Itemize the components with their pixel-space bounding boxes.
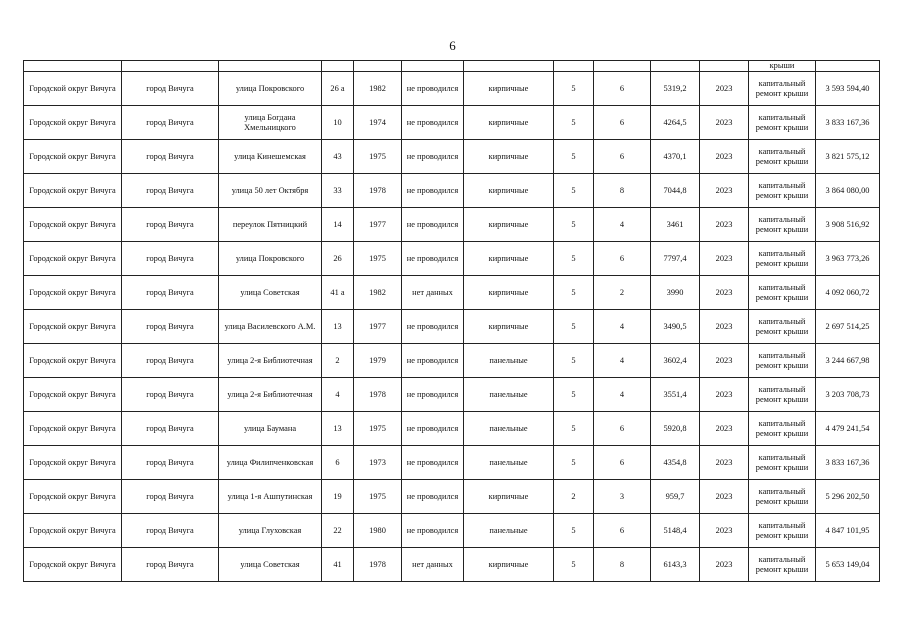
municipality-cell: Городской округ Вичуга <box>24 480 122 514</box>
house-number-cell: 2 <box>322 344 354 378</box>
floors-cell: 5 <box>554 310 594 344</box>
street-cell: улица Глуховская <box>219 514 322 548</box>
municipality-cell: Городской округ Вичуга <box>24 242 122 276</box>
last-repair-cell: не проводился <box>402 140 464 174</box>
table-row <box>24 310 880 344</box>
entrances-cell: 6 <box>594 412 651 446</box>
last-repair-cell: не проводился <box>402 446 464 480</box>
floors-cell: 5 <box>554 72 594 106</box>
street-cell: переулок Пятницкий <box>219 208 322 242</box>
cost-cell: 3 203 708,73 <box>816 378 880 412</box>
house-number-cell: 26 <box>322 242 354 276</box>
cost-cell: 3 963 773,26 <box>816 242 880 276</box>
area-cell: 5319,2 <box>651 72 700 106</box>
area-cell: 7044,8 <box>651 174 700 208</box>
wall-material-cell: панельные <box>464 412 554 446</box>
area-cell: 3490,5 <box>651 310 700 344</box>
entrances-cell: 4 <box>594 344 651 378</box>
wall-material-cell: кирпичные <box>464 72 554 106</box>
house-number-cell: 19 <box>322 480 354 514</box>
municipality-cell: Городской округ Вичуга <box>24 412 122 446</box>
house-number-cell: 43 <box>322 140 354 174</box>
house-number-cell: 10 <box>322 106 354 140</box>
work-type-cell: капитальный ремонт крыши <box>749 480 816 514</box>
house-number-cell: 13 <box>322 412 354 446</box>
year-built-cell: 1980 <box>354 514 402 548</box>
entrances-cell: 6 <box>594 140 651 174</box>
table-row <box>24 378 880 412</box>
table-row <box>24 548 880 582</box>
cost-cell: 5 653 149,04 <box>816 548 880 582</box>
table-row <box>24 412 880 446</box>
year-built-cell: 1979 <box>354 344 402 378</box>
year-built-cell: 1978 <box>354 378 402 412</box>
table-row <box>24 344 880 378</box>
work-type-cell: капитальный ремонт крыши <box>749 548 816 582</box>
entrances-cell: 2 <box>594 276 651 310</box>
settlement-cell: город Вичуга <box>122 378 219 412</box>
floors-cell: 5 <box>554 514 594 548</box>
house-number-cell: 41 <box>322 548 354 582</box>
area-cell: 3990 <box>651 276 700 310</box>
last-repair-cell: не проводился <box>402 242 464 276</box>
table-row <box>24 72 880 106</box>
street-cell: улица Филипченковская <box>219 446 322 480</box>
last-repair-cell: не проводился <box>402 208 464 242</box>
table-row-continuation <box>24 61 880 72</box>
plan-year-cell: 2023 <box>700 106 749 140</box>
street-cell: улица Покровского <box>219 72 322 106</box>
work-type-cell: капитальный ремонт крыши <box>749 276 816 310</box>
house-number-cell: 4 <box>322 378 354 412</box>
settlement-cell: город Вичуга <box>122 276 219 310</box>
work-type-cell: капитальный ремонт крыши <box>749 412 816 446</box>
entrances-cell: 4 <box>594 378 651 412</box>
municipality-cell: Городской округ Вичуга <box>24 106 122 140</box>
plan-year-cell: 2023 <box>700 310 749 344</box>
table-cell <box>554 61 594 72</box>
wall-material-cell: кирпичные <box>464 480 554 514</box>
cost-cell: 3 833 167,36 <box>816 446 880 480</box>
house-number-cell: 22 <box>322 514 354 548</box>
street-cell: улица Богдана Хмельницкого <box>219 106 322 140</box>
wall-material-cell: панельные <box>464 514 554 548</box>
area-cell: 5920,8 <box>651 412 700 446</box>
year-built-cell: 1974 <box>354 106 402 140</box>
floors-cell: 5 <box>554 242 594 276</box>
street-cell: улица Советская <box>219 548 322 582</box>
floors-cell: 5 <box>554 276 594 310</box>
table-cell <box>24 61 122 72</box>
settlement-cell: город Вичуга <box>122 446 219 480</box>
work-type-cell: капитальный ремонт крыши <box>749 140 816 174</box>
area-cell: 5148,4 <box>651 514 700 548</box>
area-cell: 4354,8 <box>651 446 700 480</box>
table-cell <box>122 61 219 72</box>
floors-cell: 2 <box>554 480 594 514</box>
year-built-cell: 1982 <box>354 72 402 106</box>
municipality-cell: Городской округ Вичуга <box>24 344 122 378</box>
settlement-cell: город Вичуга <box>122 242 219 276</box>
plan-year-cell: 2023 <box>700 276 749 310</box>
cost-cell: 4 847 101,95 <box>816 514 880 548</box>
table-row <box>24 140 880 174</box>
table-cell <box>594 61 651 72</box>
street-cell: улица Василевского А.М. <box>219 310 322 344</box>
cost-cell: 5 296 202,50 <box>816 480 880 514</box>
area-cell: 3461 <box>651 208 700 242</box>
work-type-cell: крыши <box>749 61 816 72</box>
plan-year-cell: 2023 <box>700 378 749 412</box>
area-cell: 4264,5 <box>651 106 700 140</box>
last-repair-cell: нет данных <box>402 276 464 310</box>
table-row <box>24 174 880 208</box>
wall-material-cell: панельные <box>464 344 554 378</box>
municipality-cell: Городской округ Вичуга <box>24 310 122 344</box>
house-number-cell: 33 <box>322 174 354 208</box>
wall-material-cell: кирпичные <box>464 106 554 140</box>
cost-cell: 3 908 516,92 <box>816 208 880 242</box>
cost-cell: 3 244 667,98 <box>816 344 880 378</box>
page-number: 6 <box>449 38 456 53</box>
area-cell: 3602,4 <box>651 344 700 378</box>
wall-material-cell: кирпичные <box>464 242 554 276</box>
settlement-cell: город Вичуга <box>122 140 219 174</box>
house-number-cell: 41 а <box>322 276 354 310</box>
entrances-cell: 6 <box>594 72 651 106</box>
table-row <box>24 480 880 514</box>
settlement-cell: город Вичуга <box>122 208 219 242</box>
area-cell: 7797,4 <box>651 242 700 276</box>
house-number-cell: 14 <box>322 208 354 242</box>
entrances-cell: 6 <box>594 106 651 140</box>
plan-year-cell: 2023 <box>700 174 749 208</box>
municipality-cell: Городской округ Вичуга <box>24 174 122 208</box>
wall-material-cell: кирпичные <box>464 140 554 174</box>
settlement-cell: город Вичуга <box>122 72 219 106</box>
last-repair-cell: не проводился <box>402 412 464 446</box>
house-number-cell: 26 а <box>322 72 354 106</box>
table-row <box>24 208 880 242</box>
floors-cell: 5 <box>554 106 594 140</box>
street-cell: улица 50 лет Октября <box>219 174 322 208</box>
year-built-cell: 1975 <box>354 412 402 446</box>
floors-cell: 5 <box>554 378 594 412</box>
street-cell: улица Баумана <box>219 412 322 446</box>
table-row <box>24 242 880 276</box>
year-built-cell: 1978 <box>354 548 402 582</box>
settlement-cell: город Вичуга <box>122 412 219 446</box>
plan-year-cell: 2023 <box>700 140 749 174</box>
plan-year-cell: 2023 <box>700 242 749 276</box>
entrances-cell: 6 <box>594 446 651 480</box>
work-type-cell: капитальный ремонт крыши <box>749 378 816 412</box>
municipality-cell: Городской округ Вичуга <box>24 140 122 174</box>
cost-cell: 4 092 060,72 <box>816 276 880 310</box>
floors-cell: 5 <box>554 412 594 446</box>
municipality-cell: Городской округ Вичуга <box>24 548 122 582</box>
area-cell: 4370,1 <box>651 140 700 174</box>
table-row <box>24 446 880 480</box>
cost-cell: 4 479 241,54 <box>816 412 880 446</box>
work-type-cell: капитальный ремонт крыши <box>749 106 816 140</box>
plan-year-cell: 2023 <box>700 412 749 446</box>
year-built-cell: 1982 <box>354 276 402 310</box>
municipality-cell: Городской округ Вичуга <box>24 72 122 106</box>
area-cell: 959,7 <box>651 480 700 514</box>
table-cell <box>464 61 554 72</box>
plan-year-cell: 2023 <box>700 480 749 514</box>
entrances-cell: 8 <box>594 548 651 582</box>
municipality-cell: Городской округ Вичуга <box>24 514 122 548</box>
last-repair-cell: не проводился <box>402 514 464 548</box>
year-built-cell: 1977 <box>354 310 402 344</box>
housing-registry-table <box>23 60 880 582</box>
entrances-cell: 6 <box>594 242 651 276</box>
wall-material-cell: кирпичные <box>464 174 554 208</box>
cost-cell: 3 864 080,00 <box>816 174 880 208</box>
plan-year-cell: 2023 <box>700 72 749 106</box>
floors-cell: 5 <box>554 140 594 174</box>
floors-cell: 5 <box>554 344 594 378</box>
plan-year-cell: 2023 <box>700 514 749 548</box>
year-built-cell: 1975 <box>354 242 402 276</box>
cost-cell: 3 821 575,12 <box>816 140 880 174</box>
table-row <box>24 276 880 310</box>
settlement-cell: город Вичуга <box>122 310 219 344</box>
settlement-cell: город Вичуга <box>122 514 219 548</box>
wall-material-cell: кирпичные <box>464 310 554 344</box>
work-type-cell: капитальный ремонт крыши <box>749 174 816 208</box>
year-built-cell: 1978 <box>354 174 402 208</box>
year-built-cell: 1975 <box>354 480 402 514</box>
floors-cell: 5 <box>554 208 594 242</box>
wall-material-cell: панельные <box>464 378 554 412</box>
work-type-cell: капитальный ремонт крыши <box>749 242 816 276</box>
municipality-cell: Городской округ Вичуга <box>24 378 122 412</box>
work-type-cell: капитальный ремонт крыши <box>749 446 816 480</box>
street-cell: улица Советская <box>219 276 322 310</box>
table-row <box>24 514 880 548</box>
last-repair-cell: не проводился <box>402 344 464 378</box>
last-repair-cell: не проводился <box>402 174 464 208</box>
cost-cell: 3 833 167,36 <box>816 106 880 140</box>
settlement-cell: город Вичуга <box>122 174 219 208</box>
work-type-cell: капитальный ремонт крыши <box>749 208 816 242</box>
year-built-cell: 1977 <box>354 208 402 242</box>
wall-material-cell: кирпичные <box>464 276 554 310</box>
plan-year-cell: 2023 <box>700 446 749 480</box>
street-cell: улица 2-я Библиотечная <box>219 378 322 412</box>
street-cell: улица Кинешемская <box>219 140 322 174</box>
year-built-cell: 1973 <box>354 446 402 480</box>
settlement-cell: город Вичуга <box>122 548 219 582</box>
floors-cell: 5 <box>554 174 594 208</box>
area-cell: 3551,4 <box>651 378 700 412</box>
municipality-cell: Городской округ Вичуга <box>24 276 122 310</box>
work-type-cell: капитальный ремонт крыши <box>749 72 816 106</box>
last-repair-cell: не проводился <box>402 378 464 412</box>
street-cell: улица Покровского <box>219 242 322 276</box>
house-number-cell: 13 <box>322 310 354 344</box>
entrances-cell: 8 <box>594 174 651 208</box>
last-repair-cell: не проводился <box>402 106 464 140</box>
last-repair-cell: не проводился <box>402 72 464 106</box>
wall-material-cell: кирпичные <box>464 548 554 582</box>
street-cell: улица 2-я Библиотечная <box>219 344 322 378</box>
street-cell: улица 1-я Ашпутинская <box>219 480 322 514</box>
house-number-cell: 6 <box>322 446 354 480</box>
table-row <box>24 106 880 140</box>
table-cell <box>816 61 880 72</box>
work-type-cell: капитальный ремонт крыши <box>749 310 816 344</box>
entrances-cell: 6 <box>594 514 651 548</box>
municipality-cell: Городской округ Вичуга <box>24 208 122 242</box>
cost-cell: 2 697 514,25 <box>816 310 880 344</box>
table-cell <box>700 61 749 72</box>
area-cell: 6143,3 <box>651 548 700 582</box>
entrances-cell: 3 <box>594 480 651 514</box>
last-repair-cell: не проводился <box>402 480 464 514</box>
last-repair-cell: не проводился <box>402 310 464 344</box>
last-repair-cell: нет данных <box>402 548 464 582</box>
plan-year-cell: 2023 <box>700 344 749 378</box>
year-built-cell: 1975 <box>354 140 402 174</box>
table-cell <box>322 61 354 72</box>
work-type-cell: капитальный ремонт крыши <box>749 514 816 548</box>
wall-material-cell: кирпичные <box>464 208 554 242</box>
plan-year-cell: 2023 <box>700 208 749 242</box>
plan-year-cell: 2023 <box>700 548 749 582</box>
entrances-cell: 4 <box>594 208 651 242</box>
settlement-cell: город Вичуга <box>122 344 219 378</box>
table-cell <box>402 61 464 72</box>
entrances-cell: 4 <box>594 310 651 344</box>
floors-cell: 5 <box>554 446 594 480</box>
municipality-cell: Городской округ Вичуга <box>24 446 122 480</box>
settlement-cell: город Вичуга <box>122 480 219 514</box>
wall-material-cell: панельные <box>464 446 554 480</box>
floors-cell: 5 <box>554 548 594 582</box>
work-type-cell: капитальный ремонт крыши <box>749 344 816 378</box>
settlement-cell: город Вичуга <box>122 106 219 140</box>
table-cell <box>651 61 700 72</box>
table-cell <box>219 61 322 72</box>
table-cell <box>354 61 402 72</box>
cost-cell: 3 593 594,40 <box>816 72 880 106</box>
